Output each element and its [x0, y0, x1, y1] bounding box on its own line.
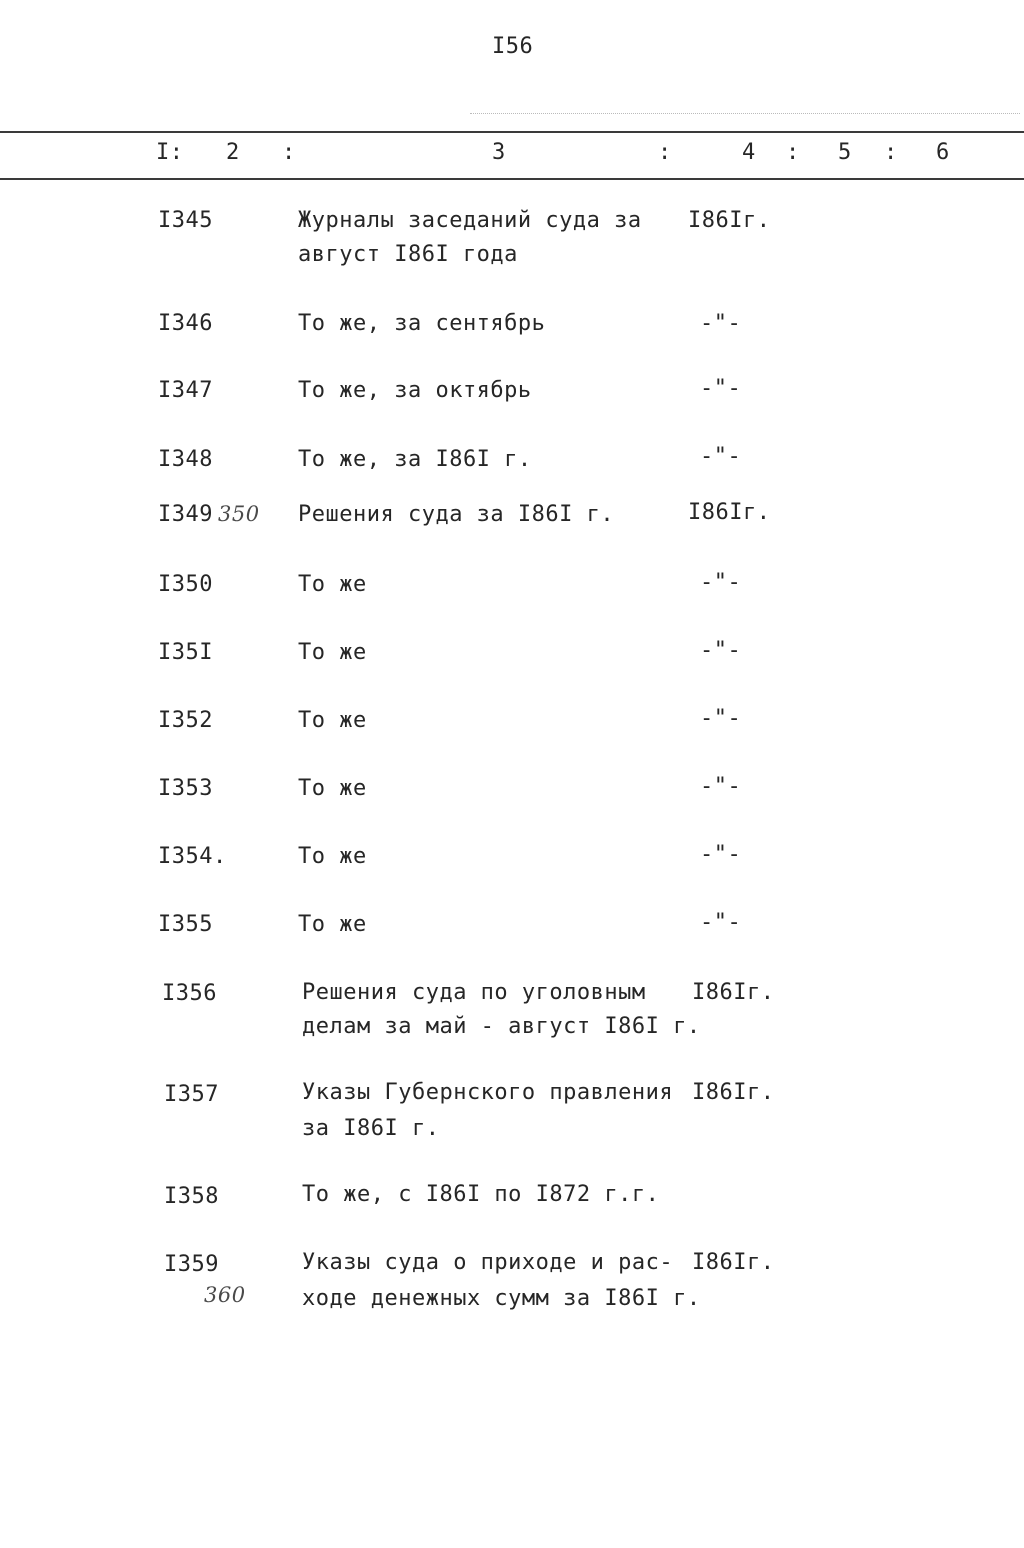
- row-number: I350: [158, 572, 213, 597]
- table-header-bottom-rule: [0, 178, 1024, 180]
- row-number: I346: [158, 311, 213, 336]
- row-number: I356: [162, 981, 217, 1006]
- row-title-line: То же: [298, 640, 367, 665]
- page-number: I56: [492, 34, 534, 59]
- row-date: I86Iг.: [688, 208, 771, 233]
- header-separator: :: [658, 140, 672, 165]
- row-title-line: То же, за I86I г.: [298, 447, 532, 472]
- row-date: I86Iг.: [692, 1250, 775, 1275]
- row-title-line: Указы Губернского правления: [302, 1080, 674, 1105]
- row-number: I352: [158, 708, 213, 733]
- header-col-1: I:: [156, 140, 184, 165]
- row-number: I345: [158, 208, 213, 233]
- row-title-line: Решения суда за I86I г.: [298, 502, 615, 527]
- row-title-line: за I86I г.: [302, 1116, 440, 1141]
- row-date: -"-: [700, 570, 742, 595]
- row-number: I357: [164, 1082, 219, 1107]
- row-number: I355: [158, 912, 213, 937]
- row-date: -"-: [700, 311, 742, 336]
- row-date: I86Iг.: [688, 500, 771, 525]
- row-title-line: Указы суда о приходе и рас-: [302, 1250, 674, 1275]
- row-number: I354.: [158, 844, 227, 869]
- row-title-line: ходе денежных сумм за I86I г.: [302, 1286, 701, 1311]
- handwritten-note: 350: [218, 502, 260, 526]
- row-title-line: То же, за сентябрь: [298, 311, 546, 336]
- row-number: I347: [158, 378, 213, 403]
- header-separator: :: [786, 140, 800, 165]
- header-col-2: 2: [226, 140, 240, 165]
- header-col-5: 5: [838, 140, 852, 165]
- row-title-line: То же: [298, 844, 367, 869]
- row-title-line: То же: [298, 912, 367, 937]
- row-title-line: То же: [298, 572, 367, 597]
- faint-dotted-marks: [470, 113, 1020, 124]
- row-title-line: Решения суда по уголовным: [302, 980, 646, 1005]
- row-date: -"-: [700, 638, 742, 663]
- header-col-4: 4: [742, 140, 756, 165]
- row-title-line: Журналы заседаний суда за: [298, 208, 642, 233]
- row-date: -"-: [700, 706, 742, 731]
- row-date: -"-: [700, 842, 742, 867]
- row-date: -"-: [700, 376, 742, 401]
- row-number: I348: [158, 447, 213, 472]
- handwritten-note: 360: [204, 1283, 246, 1307]
- row-title-line: делам за май - август I86I г.: [302, 1014, 701, 1039]
- row-date: I86Iг.: [692, 1080, 775, 1105]
- row-title-line: То же: [298, 776, 367, 801]
- row-number: I349: [158, 502, 213, 527]
- header-separator: :: [884, 140, 898, 165]
- header-separator: :: [282, 140, 296, 165]
- row-title-line: август I86I года: [298, 242, 518, 267]
- row-date: I86Iг.: [692, 980, 775, 1005]
- row-number: I359: [164, 1252, 219, 1277]
- table-header-top-rule: [0, 131, 1024, 133]
- header-col-3: 3: [492, 140, 506, 165]
- row-date: -"-: [700, 774, 742, 799]
- header-col-6: 6: [936, 140, 950, 165]
- row-number: I353: [158, 776, 213, 801]
- row-number: I35I: [158, 640, 213, 665]
- row-number: I358: [164, 1184, 219, 1209]
- row-date: -"-: [700, 910, 742, 935]
- row-title-line: То же, за октябрь: [298, 378, 532, 403]
- row-title-line: То же, с I86I по I872 г.г.: [302, 1182, 660, 1207]
- row-title-line: То же: [298, 708, 367, 733]
- row-date: -"-: [700, 444, 742, 469]
